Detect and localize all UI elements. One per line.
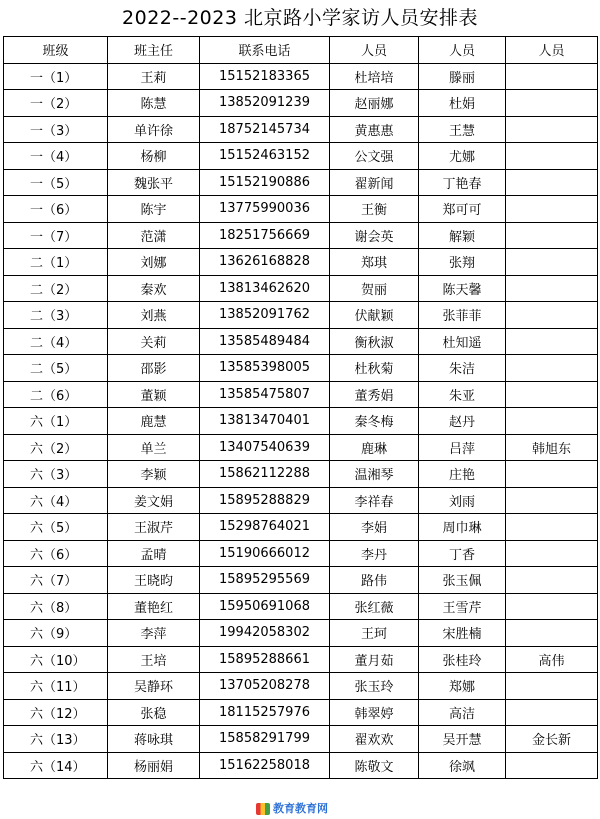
teacher-cell: 王晓昀: [108, 567, 200, 594]
class-cell: 六（8）: [4, 593, 108, 620]
table-row: [4, 381, 598, 408]
teacher-cell: 姜文娟: [108, 487, 200, 514]
person-1-cell: 秦冬梅: [330, 408, 419, 435]
teacher-cell: 陈宇: [108, 196, 200, 223]
class-cell: 一（5）: [4, 169, 108, 196]
person-2-cell: 王慧: [419, 116, 506, 143]
person-2-cell: 滕丽: [419, 63, 506, 90]
person-1-cell: 董秀娟: [330, 381, 419, 408]
class-cell: 六（11）: [4, 673, 108, 700]
person-1-cell: 翟新闻: [330, 169, 419, 196]
phone-cell: 15152463152: [200, 143, 330, 170]
person-1-cell: 鹿琳: [330, 434, 419, 461]
phone-cell: 13852091762: [200, 302, 330, 329]
person-2-cell: 徐飒: [419, 752, 506, 779]
person-3-cell: [506, 381, 598, 408]
person-1-cell: 张玉玲: [330, 673, 419, 700]
person-3-cell: [506, 593, 598, 620]
header-row: [4, 37, 598, 64]
phone-cell: 19942058302: [200, 620, 330, 647]
person-3-cell: [506, 408, 598, 435]
teacher-cell: 孟晴: [108, 540, 200, 567]
header-person-2: 人员: [419, 37, 506, 64]
person-3-cell: [506, 355, 598, 382]
teacher-cell: 单许徐: [108, 116, 200, 143]
person-3-cell: [506, 487, 598, 514]
person-2-cell: 王雪芹: [419, 593, 506, 620]
teacher-cell: 单兰: [108, 434, 200, 461]
teacher-cell: 蒋咏琪: [108, 726, 200, 753]
person-3-cell: [506, 752, 598, 779]
class-cell: 六（13）: [4, 726, 108, 753]
person-1-cell: 李娟: [330, 514, 419, 541]
person-3-cell: [506, 90, 598, 117]
table-row: [4, 90, 598, 117]
phone-cell: 15162258018: [200, 752, 330, 779]
teacher-cell: 关莉: [108, 328, 200, 355]
person-2-cell: 周巾琳: [419, 514, 506, 541]
person-2-cell: 丁香: [419, 540, 506, 567]
watermark: [256, 800, 328, 816]
class-cell: 六（12）: [4, 699, 108, 726]
phone-cell: 18752145734: [200, 116, 330, 143]
class-cell: 六（1）: [4, 408, 108, 435]
teacher-cell: 邵影: [108, 355, 200, 382]
person-1-cell: 公文强: [330, 143, 419, 170]
teacher-cell: 陈慧: [108, 90, 200, 117]
class-cell: 二（1）: [4, 249, 108, 276]
person-1-cell: 贺丽: [330, 275, 419, 302]
person-2-cell: 高洁: [419, 699, 506, 726]
person-1-cell: 张红薇: [330, 593, 419, 620]
phone-cell: 13705208278: [200, 673, 330, 700]
person-1-cell: 黄惠惠: [330, 116, 419, 143]
person-1-cell: 杜秋菊: [330, 355, 419, 382]
person-3-cell: [506, 116, 598, 143]
person-1-cell: 赵丽娜: [330, 90, 419, 117]
visit-schedule-table: [3, 36, 598, 779]
person-3-cell: [506, 196, 598, 223]
person-3-cell: [506, 302, 598, 329]
class-cell: 六（5）: [4, 514, 108, 541]
table-row: [4, 673, 598, 700]
table-row: [4, 408, 598, 435]
table-row: [4, 169, 598, 196]
header-phone: 联系电话: [200, 37, 330, 64]
person-1-cell: 王珂: [330, 620, 419, 647]
phone-cell: 15895288661: [200, 646, 330, 673]
person-1-cell: 谢会英: [330, 222, 419, 249]
person-1-cell: 温湘琴: [330, 461, 419, 488]
phone-cell: 13775990036: [200, 196, 330, 223]
class-cell: 一（7）: [4, 222, 108, 249]
class-cell: 二（5）: [4, 355, 108, 382]
person-2-cell: 郑娜: [419, 673, 506, 700]
table-row: [4, 143, 598, 170]
teacher-cell: 魏张平: [108, 169, 200, 196]
person-3-cell: [506, 328, 598, 355]
teacher-cell: 王淑芹: [108, 514, 200, 541]
table-row: [4, 514, 598, 541]
class-cell: 六（7）: [4, 567, 108, 594]
person-1-cell: 王衡: [330, 196, 419, 223]
person-3-cell: [506, 673, 598, 700]
table-row: [4, 726, 598, 753]
table-row: [4, 116, 598, 143]
person-3-cell: [506, 514, 598, 541]
class-cell: 六（9）: [4, 620, 108, 647]
teacher-cell: 李萍: [108, 620, 200, 647]
person-2-cell: 杜娟: [419, 90, 506, 117]
person-1-cell: 董月茹: [330, 646, 419, 673]
person-2-cell: 吕萍: [419, 434, 506, 461]
person-1-cell: 李祥春: [330, 487, 419, 514]
person-3-cell: [506, 249, 598, 276]
table-row: [4, 355, 598, 382]
watermark-logo-icon: [256, 803, 270, 815]
table-row: [4, 487, 598, 514]
person-2-cell: 丁艳春: [419, 169, 506, 196]
table-row: [4, 620, 598, 647]
phone-cell: 13407540639: [200, 434, 330, 461]
table-row: [4, 567, 598, 594]
teacher-cell: 刘娜: [108, 249, 200, 276]
person-1-cell: 陈敬文: [330, 752, 419, 779]
person-2-cell: 陈天馨: [419, 275, 506, 302]
table-row: [4, 593, 598, 620]
person-1-cell: 郑琪: [330, 249, 419, 276]
person-3-cell: [506, 275, 598, 302]
table-row: [4, 434, 598, 461]
person-2-cell: 张菲菲: [419, 302, 506, 329]
class-cell: 六（2）: [4, 434, 108, 461]
class-cell: 二（3）: [4, 302, 108, 329]
teacher-cell: 刘燕: [108, 302, 200, 329]
person-3-cell: [506, 143, 598, 170]
phone-cell: 13626168828: [200, 249, 330, 276]
person-1-cell: 衡秋淑: [330, 328, 419, 355]
phone-cell: 15950691068: [200, 593, 330, 620]
person-2-cell: 赵丹: [419, 408, 506, 435]
page-title: 2022--2023 北京路小学家访人员安排表: [122, 7, 478, 29]
person-2-cell: 刘雨: [419, 487, 506, 514]
header-class: 班级: [4, 37, 108, 64]
class-cell: 一（4）: [4, 143, 108, 170]
phone-cell: 18251756669: [200, 222, 330, 249]
teacher-cell: 董颖: [108, 381, 200, 408]
class-cell: 六（14）: [4, 752, 108, 779]
teacher-cell: 王培: [108, 646, 200, 673]
phone-cell: 18115257976: [200, 699, 330, 726]
person-2-cell: 吴开慧: [419, 726, 506, 753]
person-3-cell: 韩旭东: [506, 434, 598, 461]
teacher-cell: 秦欢: [108, 275, 200, 302]
class-cell: 六（3）: [4, 461, 108, 488]
person-3-cell: [506, 222, 598, 249]
person-2-cell: 张翔: [419, 249, 506, 276]
person-3-cell: [506, 63, 598, 90]
person-3-cell: [506, 567, 598, 594]
table-row: [4, 328, 598, 355]
phone-cell: 13813470401: [200, 408, 330, 435]
table-row: [4, 646, 598, 673]
class-cell: 一（3）: [4, 116, 108, 143]
watermark-text: 教育教育网: [273, 802, 328, 815]
class-cell: 二（6）: [4, 381, 108, 408]
class-cell: 六（6）: [4, 540, 108, 567]
person-2-cell: 郑可可: [419, 196, 506, 223]
phone-cell: 13585489484: [200, 328, 330, 355]
person-1-cell: 翟欢欢: [330, 726, 419, 753]
person-1-cell: 路伟: [330, 567, 419, 594]
phone-cell: 15298764021: [200, 514, 330, 541]
person-3-cell: [506, 461, 598, 488]
class-cell: 二（4）: [4, 328, 108, 355]
teacher-cell: 张稳: [108, 699, 200, 726]
teacher-cell: 吴静环: [108, 673, 200, 700]
phone-cell: 15895295569: [200, 567, 330, 594]
table-row: [4, 249, 598, 276]
person-2-cell: 张玉佩: [419, 567, 506, 594]
phone-cell: 13852091239: [200, 90, 330, 117]
person-3-cell: 金长新: [506, 726, 598, 753]
header-person-3: 人员: [506, 37, 598, 64]
phone-cell: 15152183365: [200, 63, 330, 90]
phone-cell: 13813462620: [200, 275, 330, 302]
table-row: [4, 275, 598, 302]
class-cell: 二（2）: [4, 275, 108, 302]
teacher-cell: 范潇: [108, 222, 200, 249]
phone-cell: 15190666012: [200, 540, 330, 567]
person-2-cell: 解颖: [419, 222, 506, 249]
teacher-cell: 王莉: [108, 63, 200, 90]
table-row: [4, 222, 598, 249]
person-2-cell: 朱亚: [419, 381, 506, 408]
person-3-cell: [506, 169, 598, 196]
table-row: [4, 461, 598, 488]
phone-cell: 15152190886: [200, 169, 330, 196]
teacher-cell: 董艳红: [108, 593, 200, 620]
person-2-cell: 朱洁: [419, 355, 506, 382]
table-row: [4, 63, 598, 90]
phone-cell: 13585475807: [200, 381, 330, 408]
person-1-cell: 韩翠婷: [330, 699, 419, 726]
person-3-cell: 高伟: [506, 646, 598, 673]
person-2-cell: 杜知遥: [419, 328, 506, 355]
teacher-cell: 李颖: [108, 461, 200, 488]
person-3-cell: [506, 540, 598, 567]
class-cell: 一（1）: [4, 63, 108, 90]
phone-cell: 15895288829: [200, 487, 330, 514]
phone-cell: 13585398005: [200, 355, 330, 382]
header-teacher: 班主任: [108, 37, 200, 64]
class-cell: 六（10）: [4, 646, 108, 673]
person-2-cell: 宋胜楠: [419, 620, 506, 647]
teacher-cell: 杨丽娟: [108, 752, 200, 779]
class-cell: 六（4）: [4, 487, 108, 514]
table-row: [4, 196, 598, 223]
table-row: [4, 302, 598, 329]
person-1-cell: 杜培培: [330, 63, 419, 90]
person-3-cell: [506, 620, 598, 647]
teacher-cell: 鹿慧: [108, 408, 200, 435]
person-1-cell: 李丹: [330, 540, 419, 567]
table-row: [4, 752, 598, 779]
phone-cell: 15862112288: [200, 461, 330, 488]
person-2-cell: 庄艳: [419, 461, 506, 488]
header-person-1: 人员: [330, 37, 419, 64]
person-3-cell: [506, 699, 598, 726]
teacher-cell: 杨柳: [108, 143, 200, 170]
person-2-cell: 张桂玲: [419, 646, 506, 673]
table-row: [4, 699, 598, 726]
table-row: [4, 540, 598, 567]
class-cell: 一（6）: [4, 196, 108, 223]
person-1-cell: 伏献颖: [330, 302, 419, 329]
phone-cell: 15858291799: [200, 726, 330, 753]
class-cell: 一（2）: [4, 90, 108, 117]
person-2-cell: 尤娜: [419, 143, 506, 170]
